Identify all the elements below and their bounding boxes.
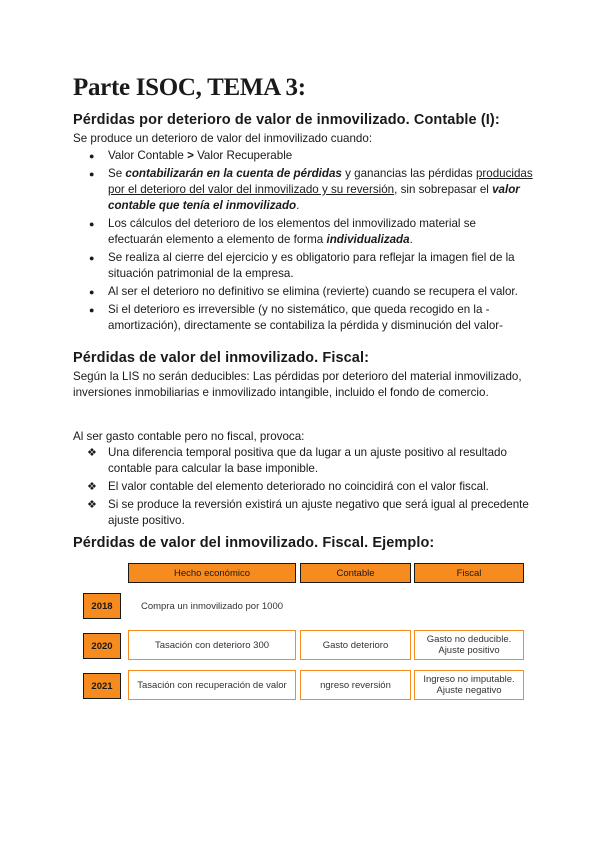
table-cell-hecho: Compra un inmovilizado por 1000 (140, 600, 284, 612)
list-item: ❖ Si se produce la reversión existirá un ajuste negativo que será igual al precedente ajuste positivo. (87, 498, 529, 527)
table-cell-hecho: Tasación con deterioro 300 (128, 630, 296, 660)
section-heading-ejemplo: Pérdidas de valor del inmovilizado. Fiscal. Ejemplo: (73, 535, 435, 551)
year-label: 2021 (83, 673, 121, 699)
year-label: 2018 (83, 593, 121, 619)
table-cell-fiscal: Gasto no deducible. Ajuste positivo (414, 630, 524, 660)
year-label: 2020 (83, 633, 121, 659)
bullet-list-contable (73, 148, 533, 336)
bullet-dot-icon: ● (89, 219, 95, 229)
diamond-bullet-icon: ❖ (87, 499, 97, 511)
table-cell-contable: ngreso reversión (300, 670, 411, 700)
table-header-fiscal: Fiscal (414, 563, 524, 583)
section-intro: Se produce un deterioro de valor del inmovilizado cuando: (73, 132, 373, 145)
table-cell-fiscal: Ingreso no imputable. Ajuste negativo (414, 670, 524, 700)
diamond-bullet-icon: ❖ (87, 447, 97, 459)
bullet-dot-icon: ● (89, 305, 95, 315)
section-heading-contable: Pérdidas por deterioro de valor de inmovilizado. Contable (I): (73, 112, 500, 128)
bullet-dot-icon: ● (89, 287, 95, 297)
table-header-hecho: Hecho económico (128, 563, 296, 583)
diamond-bullet-icon: ❖ (87, 481, 97, 493)
paragraph-lis: Según la LIS no serán deducibles: Las pérdidas por deterioro del material inmovilizado, inversiones inmobiliarias e inmovilizado intangible, incluido el fondo de comercio. (73, 370, 522, 399)
list-item: ❖ Una diferencia temporal positiva que da lugar a un ajuste positivo al resultado contable para calcular la base imponible. (87, 446, 507, 475)
section-heading-fiscal: Pérdidas de valor del inmovilizado. Fiscal: (73, 350, 369, 366)
bullet-dot-icon: ● (89, 169, 95, 179)
bullet-dot-icon: ● (89, 253, 95, 263)
list-item: ● Se realiza al cierre del ejercicio y es obligatorio para reflejar la imagen fiel de la situación patrimonial de la empresa. (89, 251, 515, 280)
paragraph-provoca: Al ser gasto contable pero no fiscal, provoca: (73, 430, 305, 443)
table-header-contable: Contable (300, 563, 411, 583)
list-item: ● Se contabilizarán en la cuenta de pérdidas y ganancias las pérdidas producidas por el deterioro del valor del inmovilizado y su reversión, sin sobrepasar el valor contable que tenía el inmovilizado. (89, 167, 533, 212)
bullet-dot-icon: ● (89, 151, 95, 161)
list-item: ● Al ser el deterioro no definitivo se elimina (revierte) cuando se recupera el valor. (89, 285, 518, 298)
list-item: ● Los cálculos del deterioro de los elementos del inmovilizado material se efectuarán elemento a elemento de forma individualizada. (89, 217, 476, 246)
page-title: Parte ISOC, TEMA 3: (73, 74, 306, 101)
bullet-list-fiscal (73, 445, 533, 531)
table-cell-hecho: Tasación con recuperación de valor (128, 670, 296, 700)
table-cell-contable: Gasto deterioro (300, 630, 411, 660)
list-item: ❖ El valor contable del elemento deteriorado no coincidirá con el valor fiscal. (87, 480, 489, 493)
list-item: ● Valor Contable > Valor Recuperable (89, 149, 293, 162)
list-item: ● Si el deterioro es irreversible (y no sistemático, que queda recogido en la -amortización), directamente se contabiliza la pérdida y disminución del valor- (89, 303, 504, 332)
